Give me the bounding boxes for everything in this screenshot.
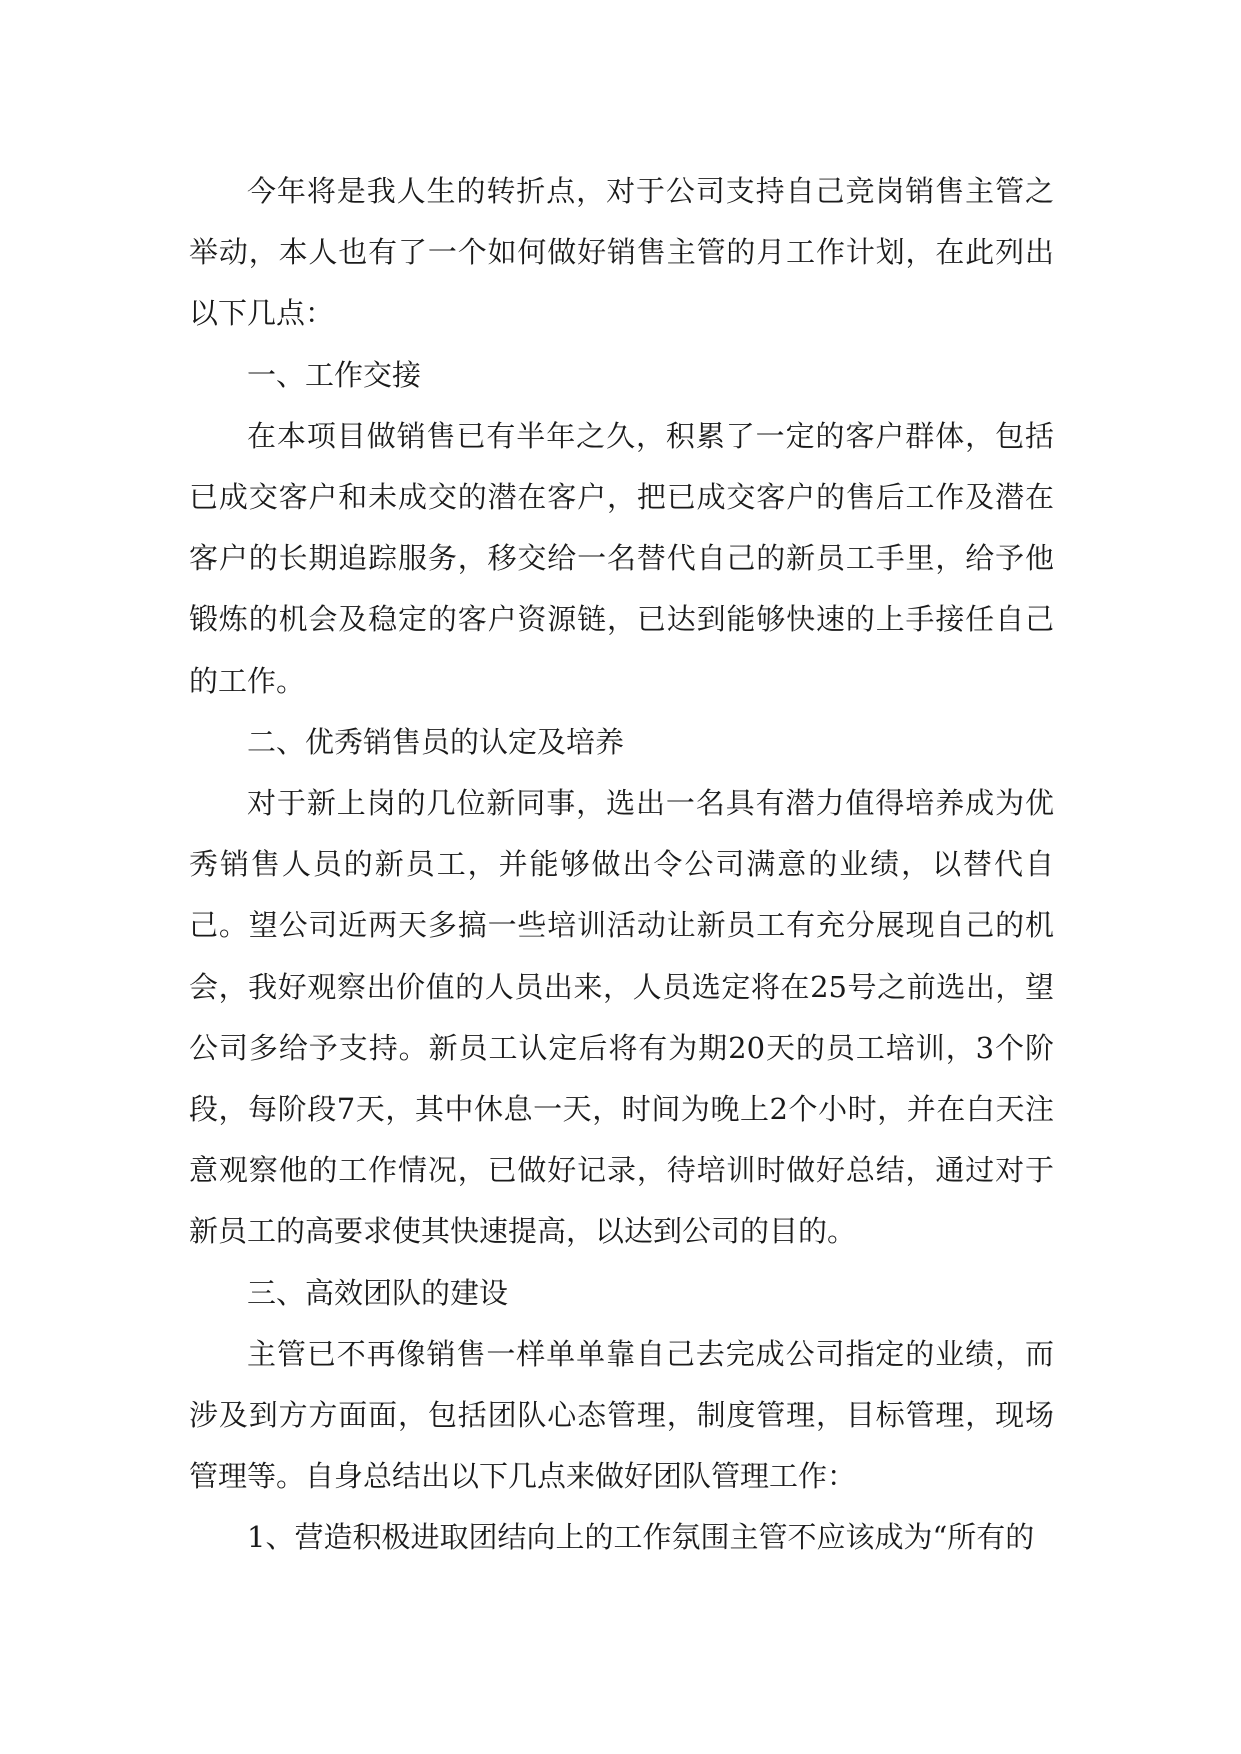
intro-paragraph: 今年将是我人生的转折点，对于公司支持自己竞岗销售主管之举动，本人也有了一个如何做好销售主管的月工作计划，在此列出以下几点： [189, 174, 1054, 331]
section-heading-team-building: 三、高效团队的建设 [247, 1275, 509, 1310]
work-handover-paragraph: 在本项目做销售已有半年之久，积累了一定的客户群体，包括已成交客户和未成交的潜在客户，把已成交客户的售后工作及潜在客户的长期追踪服务，移交给一名替代自己的新员工手里，给予他锻炼的机会及稳定的客户资源链，已达到能够快速的上手接任自己的工作。 [189, 418, 1054, 698]
section-heading-work-handover: 一、工作交接 [247, 357, 422, 392]
document-body [189, 161, 1054, 1569]
team-building-paragraph: 主管已不再像销售一样单单靠自己去完成公司指定的业绩，而涉及到方方面面，包括团队心态管理，制度管理，目标管理，现场管理等。自身总结出以下几点来做好团队管理工作： [189, 1336, 1054, 1494]
salesperson-training-paragraph: 对于新上岗的几位新同事，选出一名具有潜力值得培养成为优秀销售人员的新员工，并能够做出令公司满意的业绩，以替代自己。望公司近两天多搞一些培训活动让新员工有充分展现自己的机会，我好观察出价值的人员出来，人员选定将在25号之前选出，望公司多给予支持。新员工认定后将有为期20天的员工培训，3个阶段，每阶段7天，其中休息一天，时间为晚上2个小时，并在白天注意观察他的工作情况，已做好记录，待培训时做好总结，通过对于新员工的高要求使其快速提高，以达到公司的目的。 [189, 786, 1054, 1249]
team-building-item-1: 1、营造积极进取团结向上的工作氛围主管不应该成为“所有的 [247, 1520, 1035, 1555]
section-heading-salesperson-training: 二、优秀销售员的认定及培养 [247, 724, 625, 759]
